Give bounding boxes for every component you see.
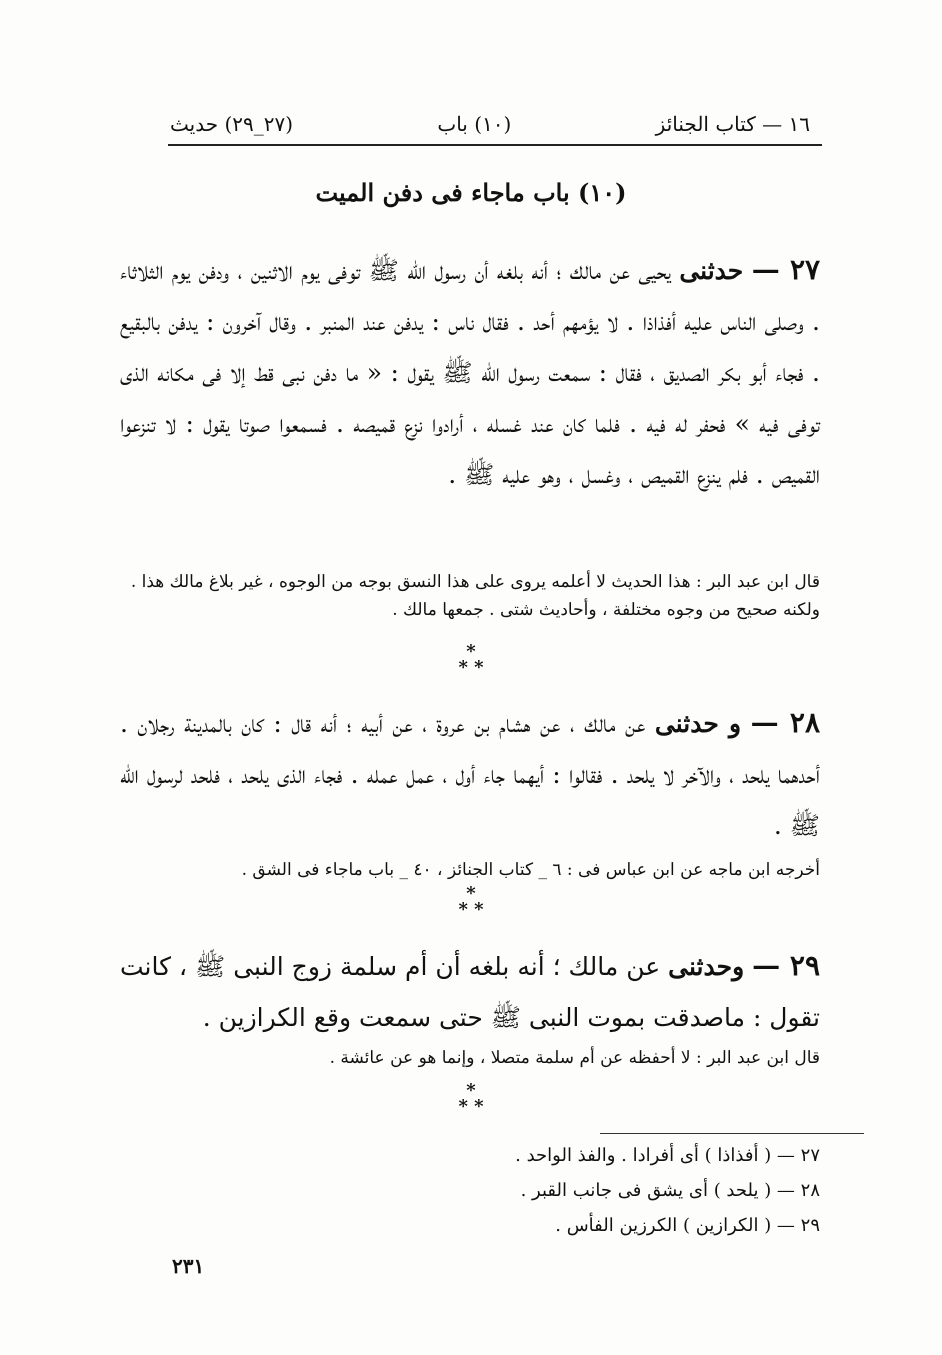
separator-asterisks: * * *	[458, 641, 484, 678]
chapter-title: (١٠) باب ماجاء فى دفن الميت	[315, 178, 627, 207]
hadith-text: يحيى عن مالك ؛ أنه بلغه أن رسول الله ﷺ توفى يوم الاثنين ، ودفن يوم الثلاثاء . وصلى الناس عليه أفذاذا . لا يؤمهم أحد . فقال ناس : يدفن عند المنبر . وقال آخرون : يدفن بالبقيع . فجاء أبو بكر الصديق ، فقال : سمعت رسول الله ﷺ يقول : « ما دفن نبى قط إلا فى مكانه الذى توفى فيه » فحفر له فيه . فلما كان عند غسله ، أرادوا نزع قميصه . فسمعوا صوتا يقول : لا تنزعوا القميص . فلم ينزع القميص ، وغسل ، وهو عليه ﷺ .	[120, 256, 820, 489]
page-number: ٢٣١	[172, 1254, 205, 1278]
hadith-text: عن مالك ، عن هشام بن عروة ، عن أبيه ؛ أنه قال : كان بالمدينة رجلان . أحدهما يلحد ، والآخر لا يلحد . فقالوا : أيهما جاء أول ، عمل عمله . فجاء الذى يلحد ، فلحد لرسول الله ﷺ .	[120, 709, 820, 840]
header-book-title: ١٦ — كتاب الجنائز	[655, 112, 810, 136]
hadith-28	[120, 697, 820, 851]
header-rule	[168, 144, 822, 146]
hadith-intro: و حدثنى	[654, 709, 742, 738]
footnote-29: ٢٩ — ( الكرازين ) الكرزين الفأس .	[555, 1215, 820, 1236]
hadith-text: عن مالك ؛ أنه بلغه أن أم سلمة زوج النبى ﷺ ، كانت تقول : ماصدقت بموت النبى ﷺ حتى سمعت وقع الكرازين .	[120, 952, 820, 1032]
hadith-29	[120, 940, 820, 1043]
header-chapter: (١٠) باب	[437, 112, 512, 136]
hadith-number: ٢٧ —	[751, 253, 821, 286]
hadith-27-note: قال ابن عبد البر : هذا الحديث لا أعلمه يروى على هذا النسق بوجه من الوجوه ، غير بلاغ مالك هذا . ولكنه صحيح من وجوه مختلفة ، وأحاديث شتى . جمعها مالك .	[130, 572, 820, 620]
hadith-number: ٢٨ —	[750, 706, 820, 739]
hadith-intro: حدثنى	[679, 256, 744, 285]
hadith-number: ٢٩ —	[752, 949, 820, 982]
footnotes	[120, 1138, 820, 1243]
footnote-rule	[600, 1133, 864, 1134]
running-header	[170, 108, 810, 140]
footnote-28: ٢٨ — ( يلحد ) أى يشق فى جانب القبر .	[520, 1180, 820, 1201]
separator-asterisks: * * *	[458, 1080, 484, 1117]
hadith-29-note: قال ابن عبد البر : لا أحفظه عن أم سلمة متصلا ، وإنما هو عن عائشة .	[329, 1048, 820, 1068]
footnote-27: ٢٧ — ( أفذاذا ) أى أفرادا . والفذ الواحد .	[515, 1145, 820, 1166]
hadith-27	[120, 244, 820, 500]
hadith-intro: وحدثنى	[668, 952, 745, 981]
header-hadith-range: (٢٧_٢٩) حديث	[170, 112, 294, 136]
hadith-28-note: أخرجه ابن ماجه عن ابن عباس فى : ٦ _ كتاب الجنائز ، ٤٠ _ باب ماجاء فى الشق .	[241, 860, 820, 880]
separator-asterisks: * * *	[458, 883, 484, 920]
